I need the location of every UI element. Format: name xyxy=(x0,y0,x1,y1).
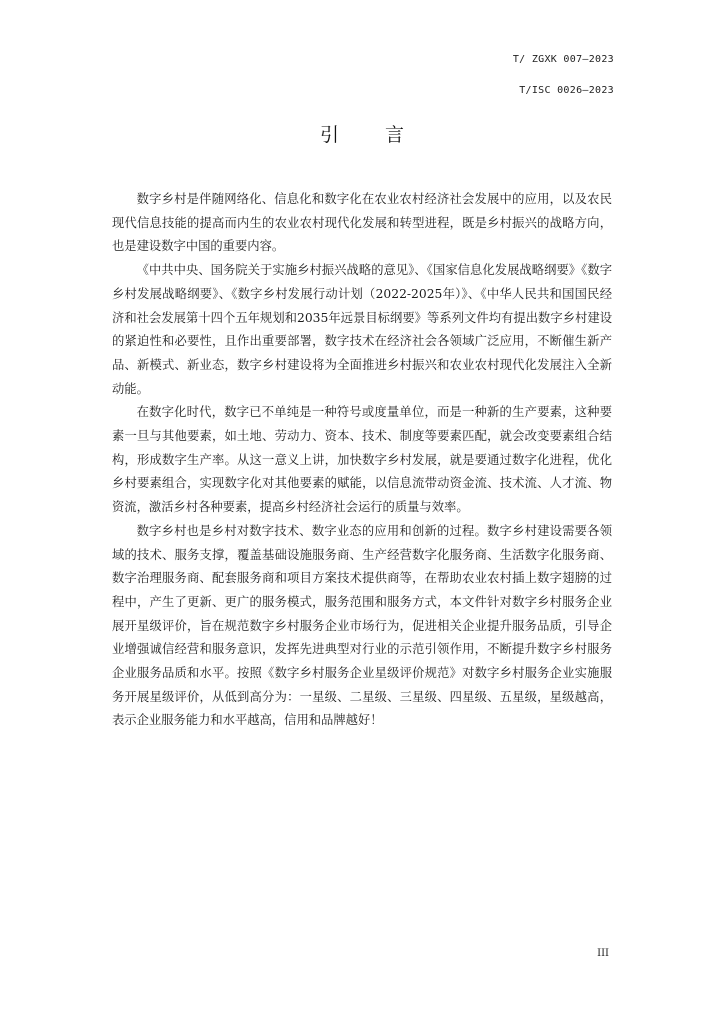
paragraph: 数字乡村也是乡村对数字技术、数字业态的应用和创新的过程。数字乡村建设需要各领域的技术、服务支撑，覆盖基础设施服务商、生产经营数字化服务商、生活数字化服务商、数字治理服务商、配套服务商和项目方案技术提供商等，在帮助农业农村插上数字翅膀的过程中，产生了更新、更广的服务模式，服务范围和服务方式，本文件针对数字乡村服务企业展开星级评价，旨在规范数字乡村服务企业市场行为，促进相关企业提升服务品质，引导企业增强诚信经营和服务意识，发挥先进典型对行业的示范引领作用，不断提升数字乡村服务企业服务品质和水平。按照《数字乡村服务企业星级评价规范》对数字乡村服务企业实施服务开展星级评价，从低到高分为：一星级、二星级、三星级、四星级、五星级，星级越高，表示企业服务能力和水平越高，信用和品牌越好！ xyxy=(112,523,612,728)
paragraph: 数字乡村是伴随网络化、信息化和数字化在农业农村经济社会发展中的应用，以及农民现代信息技能的提高而内生的农业农村现代化发展和转型进程，既是乡村振兴的战略方向，也是建设数字中国的重要内容。 xyxy=(112,192,612,254)
standard-code-secondary: T/ISC 0026—2023 xyxy=(519,85,614,96)
standard-code-primary: T/ ZGXK 007—2023 xyxy=(512,54,614,65)
page-title: 引 言 xyxy=(319,124,425,146)
page-number: III xyxy=(597,948,609,959)
paragraph: 《中共中央、国务院关于实施乡村振兴战略的意见》、《国家信息化发展战略纲要》《数字乡村发展战略纲要》、《数字乡村发展行动计划（2022-2025年）》、《中华人民共和国国民经济和社会发展第十四个五年规划和2035年远景目标纲要》等系列文件均有提出数字乡村建设的紧迫性和必要性，且作出重要部署，数字技术在经济社会各领域广泛应用，不断催生新产品、新模式、新业态，数字乡村建设将为全面推进乡村振兴和农业农村现代化发展注入全新动能。 xyxy=(112,263,612,396)
body-text xyxy=(112,188,612,733)
paragraph: 在数字化时代，数字已不单纯是一种符号或度量单位，而是一种新的生产要素，这种要素一旦与其他要素，如土地、劳动力、资本、技术、制度等要素匹配，就会改变要素组合结构，形成数字生产率。从这一意义上讲，加快数字乡村发展，就是要通过数字化进程，优化乡村要素组合，实现数字化对其他要素的赋能，以信息流带动资金流、技术流、人才流、物资流，激活乡村各种要素，提高乡村经济社会运行的质量与效率。 xyxy=(112,405,612,515)
